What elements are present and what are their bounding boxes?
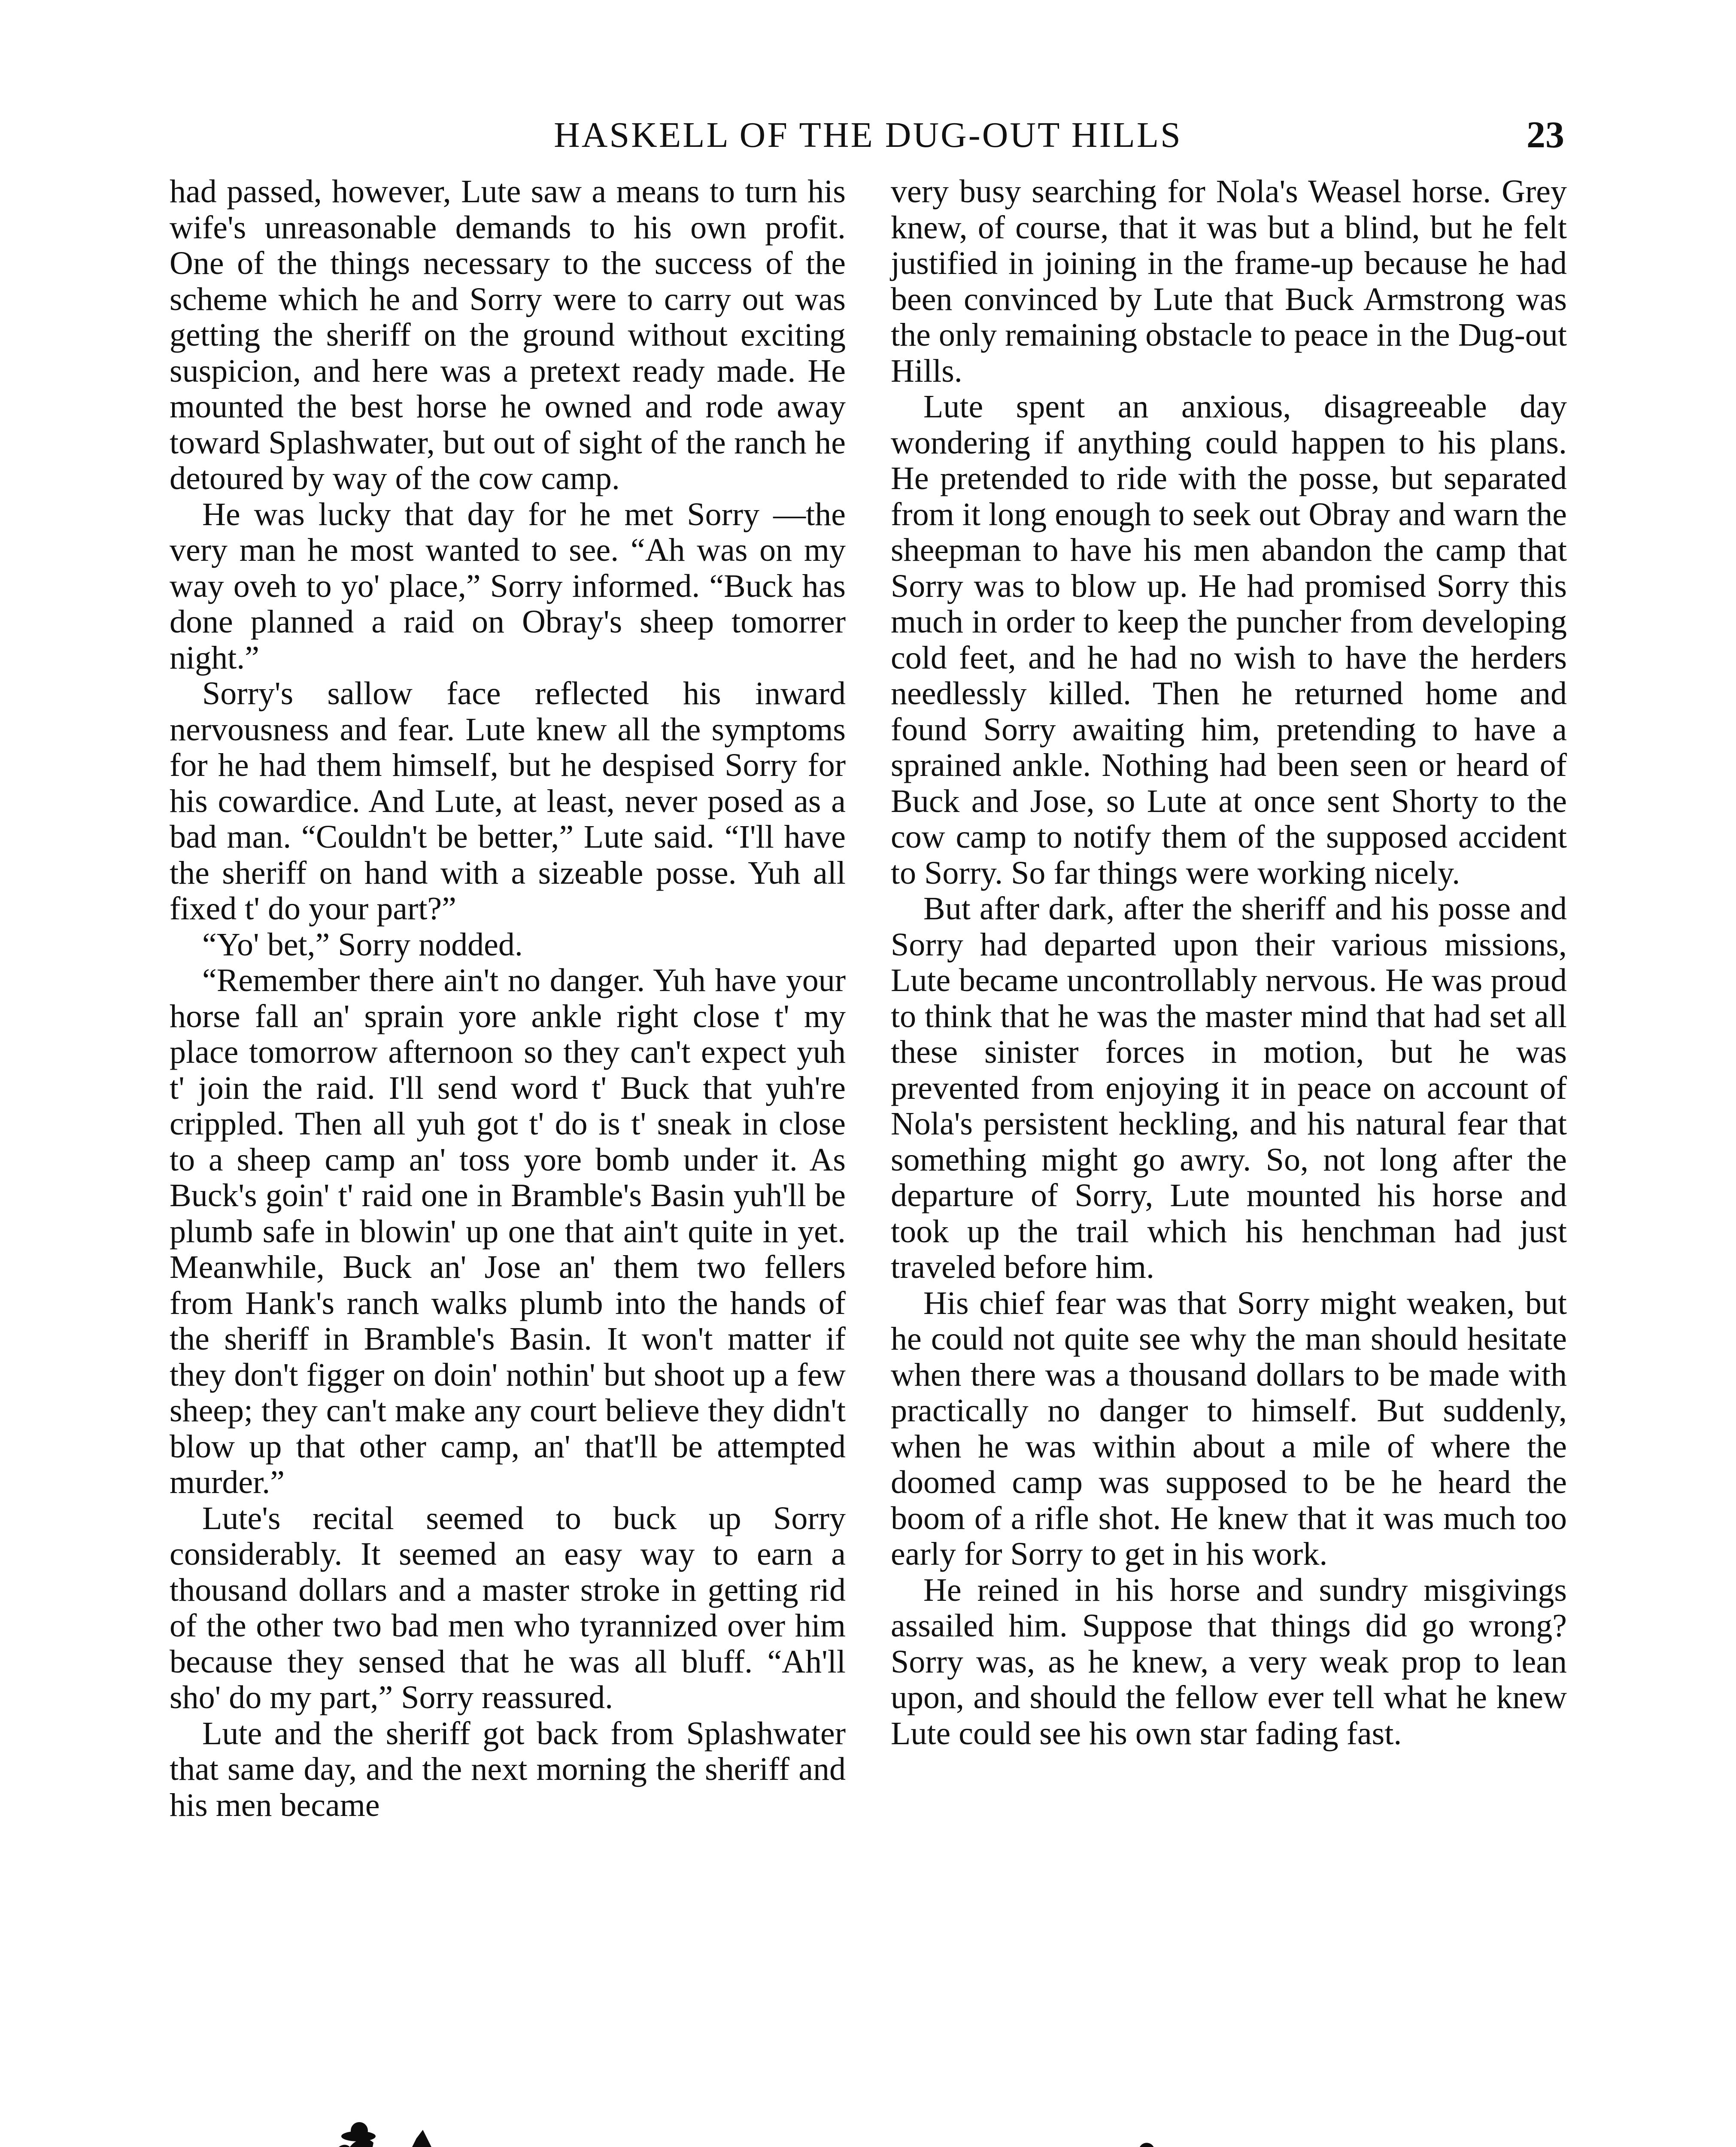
paragraph: “Remember there ain't no danger. Yuh have your horse fall an' sprain yore ankle right close t' my place tomorrow afternoon so they can't expect yuh t' join the raid. I'll send word t' Buck that yuh're crippled. Then all yuh got t' do is t' sneak in close to a sheep camp an' toss yore bomb under it. As Buck's goin' t' raid one in Bramble's Basin yuh'll be plumb safe in blowin' up one that ain't quite in yet. Meanwhile, Buck an' Jose an' them two fellers from Hank's ranch walks plumb into the hands of the sheriff in Bramble's Basin. It won't matter if they don't figger on doin' nothin' but shoot up a few sheep; they can't make any court believe they didn't blow up that other camp, an' that'll be attempted murder.” (170, 962, 846, 1500)
text-columns (170, 174, 1567, 2080)
page-header (0, 109, 1736, 170)
riders-illustration (170, 2070, 1578, 2147)
paragraph: But after dark, after the sheriff and his posse and Sorry had departed upon their various missions, Lute became uncontrollably nervous. He was proud to think that he was the master mind that had set all these sinister forces in motion, but he was prevented from enjoying it in peace on account of Nola's persistent heckling, and his natural fear that something might go awry. So, not long after the departure of Sorry, Lute mounted his horse and took up the trail which his henchman had just traveled before him. (891, 891, 1567, 1285)
column-left (170, 174, 846, 2080)
page-number: 23 (1527, 114, 1564, 156)
paragraph: Lute and the sheriff got back from Splashwater that same day, and the next morning the sheriff and his men became (170, 1715, 846, 1823)
galloping-riders-image (170, 2070, 1578, 2147)
paragraph: had passed, however, Lute saw a means to turn his wife's unreasonable demands to his own profit. One of the things necessary to the success of the scheme which he and Sorry were to carry out was getting the sheriff on the ground without exciting suspicion, and here was a pretext ready made. He mounted the best horse he owned and rode away toward Splashwater, but out of sight of the ranch he detoured by way of the cow camp. (170, 173, 846, 496)
paragraph: His chief fear was that Sorry might weaken, but he could not quite see why the man should hesitate when there was a thousand dollars to be made with practically no danger to himself. But suddenly, when he was within about a mile of where the doomed camp was supposed to be he heard the boom of a rifle shot. He knew that it was much too early for Sorry to get in his work. (891, 1285, 1567, 1572)
paragraph: Lute's recital seemed to buck up Sorry considerably. It seemed an easy way to earn a thousand dollars and a master stroke in getting rid of the other two bad men who tyrannized over him because they sensed that he was all bluff. “Ah'll sho' do my part,” Sorry reassured. (170, 1500, 846, 1715)
paragraph: very busy searching for Nola's Weasel horse. Grey knew, of course, that it was but a blind, but he felt justified in joining in the frame-up because he had been convinced by Lute that Buck Armstrong was the only remaining obstacle to peace in the Dug-out Hills. (891, 173, 1567, 389)
paragraph: “Yo' bet,” Sorry nodded. (202, 926, 523, 963)
paragraph: He reined in his horse and sundry misgivings assailed him. Suppose that things did go wrong? Sorry was, as he knew, a very weak prop to lean upon, and should the fellow ever tell what he knew Lute could see his own star fading fast. (891, 1572, 1567, 1752)
paragraph: He was lucky that day for he met Sorry —the very man he most wanted to see. “Ah was on my way oveh to yo' place,” Sorry informed. “Buck has done planned a raid on Obray's sheep tomorrer night.” (170, 496, 846, 676)
paragraph: Lute spent an anxious, disagreeable day wondering if anything could happen to his plans. He pretended to ride with the posse, but separated from it long enough to seek out Obray and warn the sheepman to have his men abandon the camp that Sorry was to blow up. He had promised Sorry this much in order to keep the puncher from developing cold feet, and he had no wish to have the herders needlessly killed. Then he returned home and found Sorry awaiting him, pretending to have a sprained ankle. Nothing had been seen or heard of Buck and Jose, so Lute at once sent Shorty to the cow camp to notify them of the supposed accident to Sorry. So far things were working nicely. (891, 389, 1567, 891)
paragraph: Sorry's sallow face reflected his inward nervousness and fear. Lute knew all the symptoms for he had them himself, but he despised Sorry for his cowardice. And Lute, at least, never posed as a bad man. “Couldn't be better,” Lute said. “I'll have the sheriff on hand with a sizeable posse. Yuh all fixed t' do your part?” (170, 675, 846, 927)
column-right (891, 174, 1567, 2080)
running-head: HASKELL OF THE DUG-OUT HILLS (554, 115, 1182, 155)
